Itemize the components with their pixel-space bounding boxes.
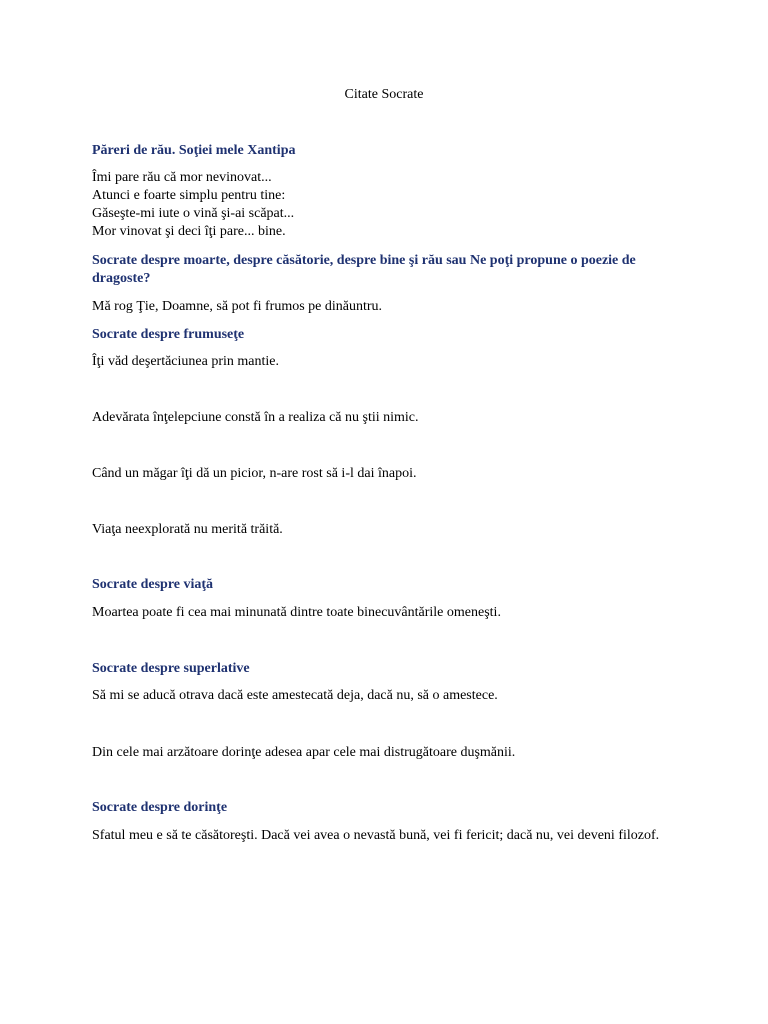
poem-line: Găseşte-mi iute o vină şi-ai scăpat... bbox=[92, 206, 295, 221]
quote-paragraph: Adevărata înţelepciune constă în a realiza că nu ştii nimic. bbox=[92, 410, 419, 425]
poem-line: Îmi pare rău că mor nevinovat... bbox=[92, 170, 272, 185]
document-title: Citate Socrate bbox=[344, 87, 424, 102]
quote-paragraph: Moartea poate fi cea mai minunată dintre toate binecuvântările omeneşti. bbox=[92, 605, 501, 620]
poem-line: Mor vinovat şi deci îţi pare... bine. bbox=[92, 224, 286, 239]
quote-paragraph: Sfatul meu e să te căsătoreşti. Dacă vei avea o nevastă bună, vei fi fericit; dacă nu, vei deveni filozof. bbox=[92, 828, 660, 843]
quote-paragraph: Când un măgar îţi dă un picior, n-are rost să i-l dai înapoi. bbox=[92, 466, 417, 481]
quote-paragraph: Îţi văd deşertăciunea prin mantie. bbox=[92, 354, 279, 369]
quote-paragraph: Mă rog Ţie, Doamne, să pot fi frumos pe dinăuntru. bbox=[92, 299, 383, 314]
section-heading: Socrate despre frumuseţe bbox=[92, 327, 245, 342]
section-heading: Socrate despre dorinţe bbox=[92, 800, 228, 815]
section-heading: Socrate despre moarte, despre căsătorie, despre bine şi rău sau Ne poţi propune o poezie de dragoste? bbox=[92, 253, 636, 286]
section-heading: Socrate despre superlative bbox=[92, 661, 250, 676]
section-heading: Socrate despre viaţă bbox=[92, 577, 214, 592]
quote-paragraph: Să mi se aducă otrava dacă este amestecată deja, dacă nu, să o amestece. bbox=[92, 688, 498, 703]
quote-paragraph: Din cele mai arzătoare dorinţe adesea apar cele mai distrugătoare duşmănii. bbox=[92, 745, 516, 760]
quote-paragraph: Viaţa neexplorată nu merită trăită. bbox=[92, 522, 283, 537]
poem-line: Atunci e foarte simplu pentru tine: bbox=[92, 188, 286, 203]
section-heading: Păreri de rău. Soţiei mele Xantipa bbox=[92, 143, 296, 158]
